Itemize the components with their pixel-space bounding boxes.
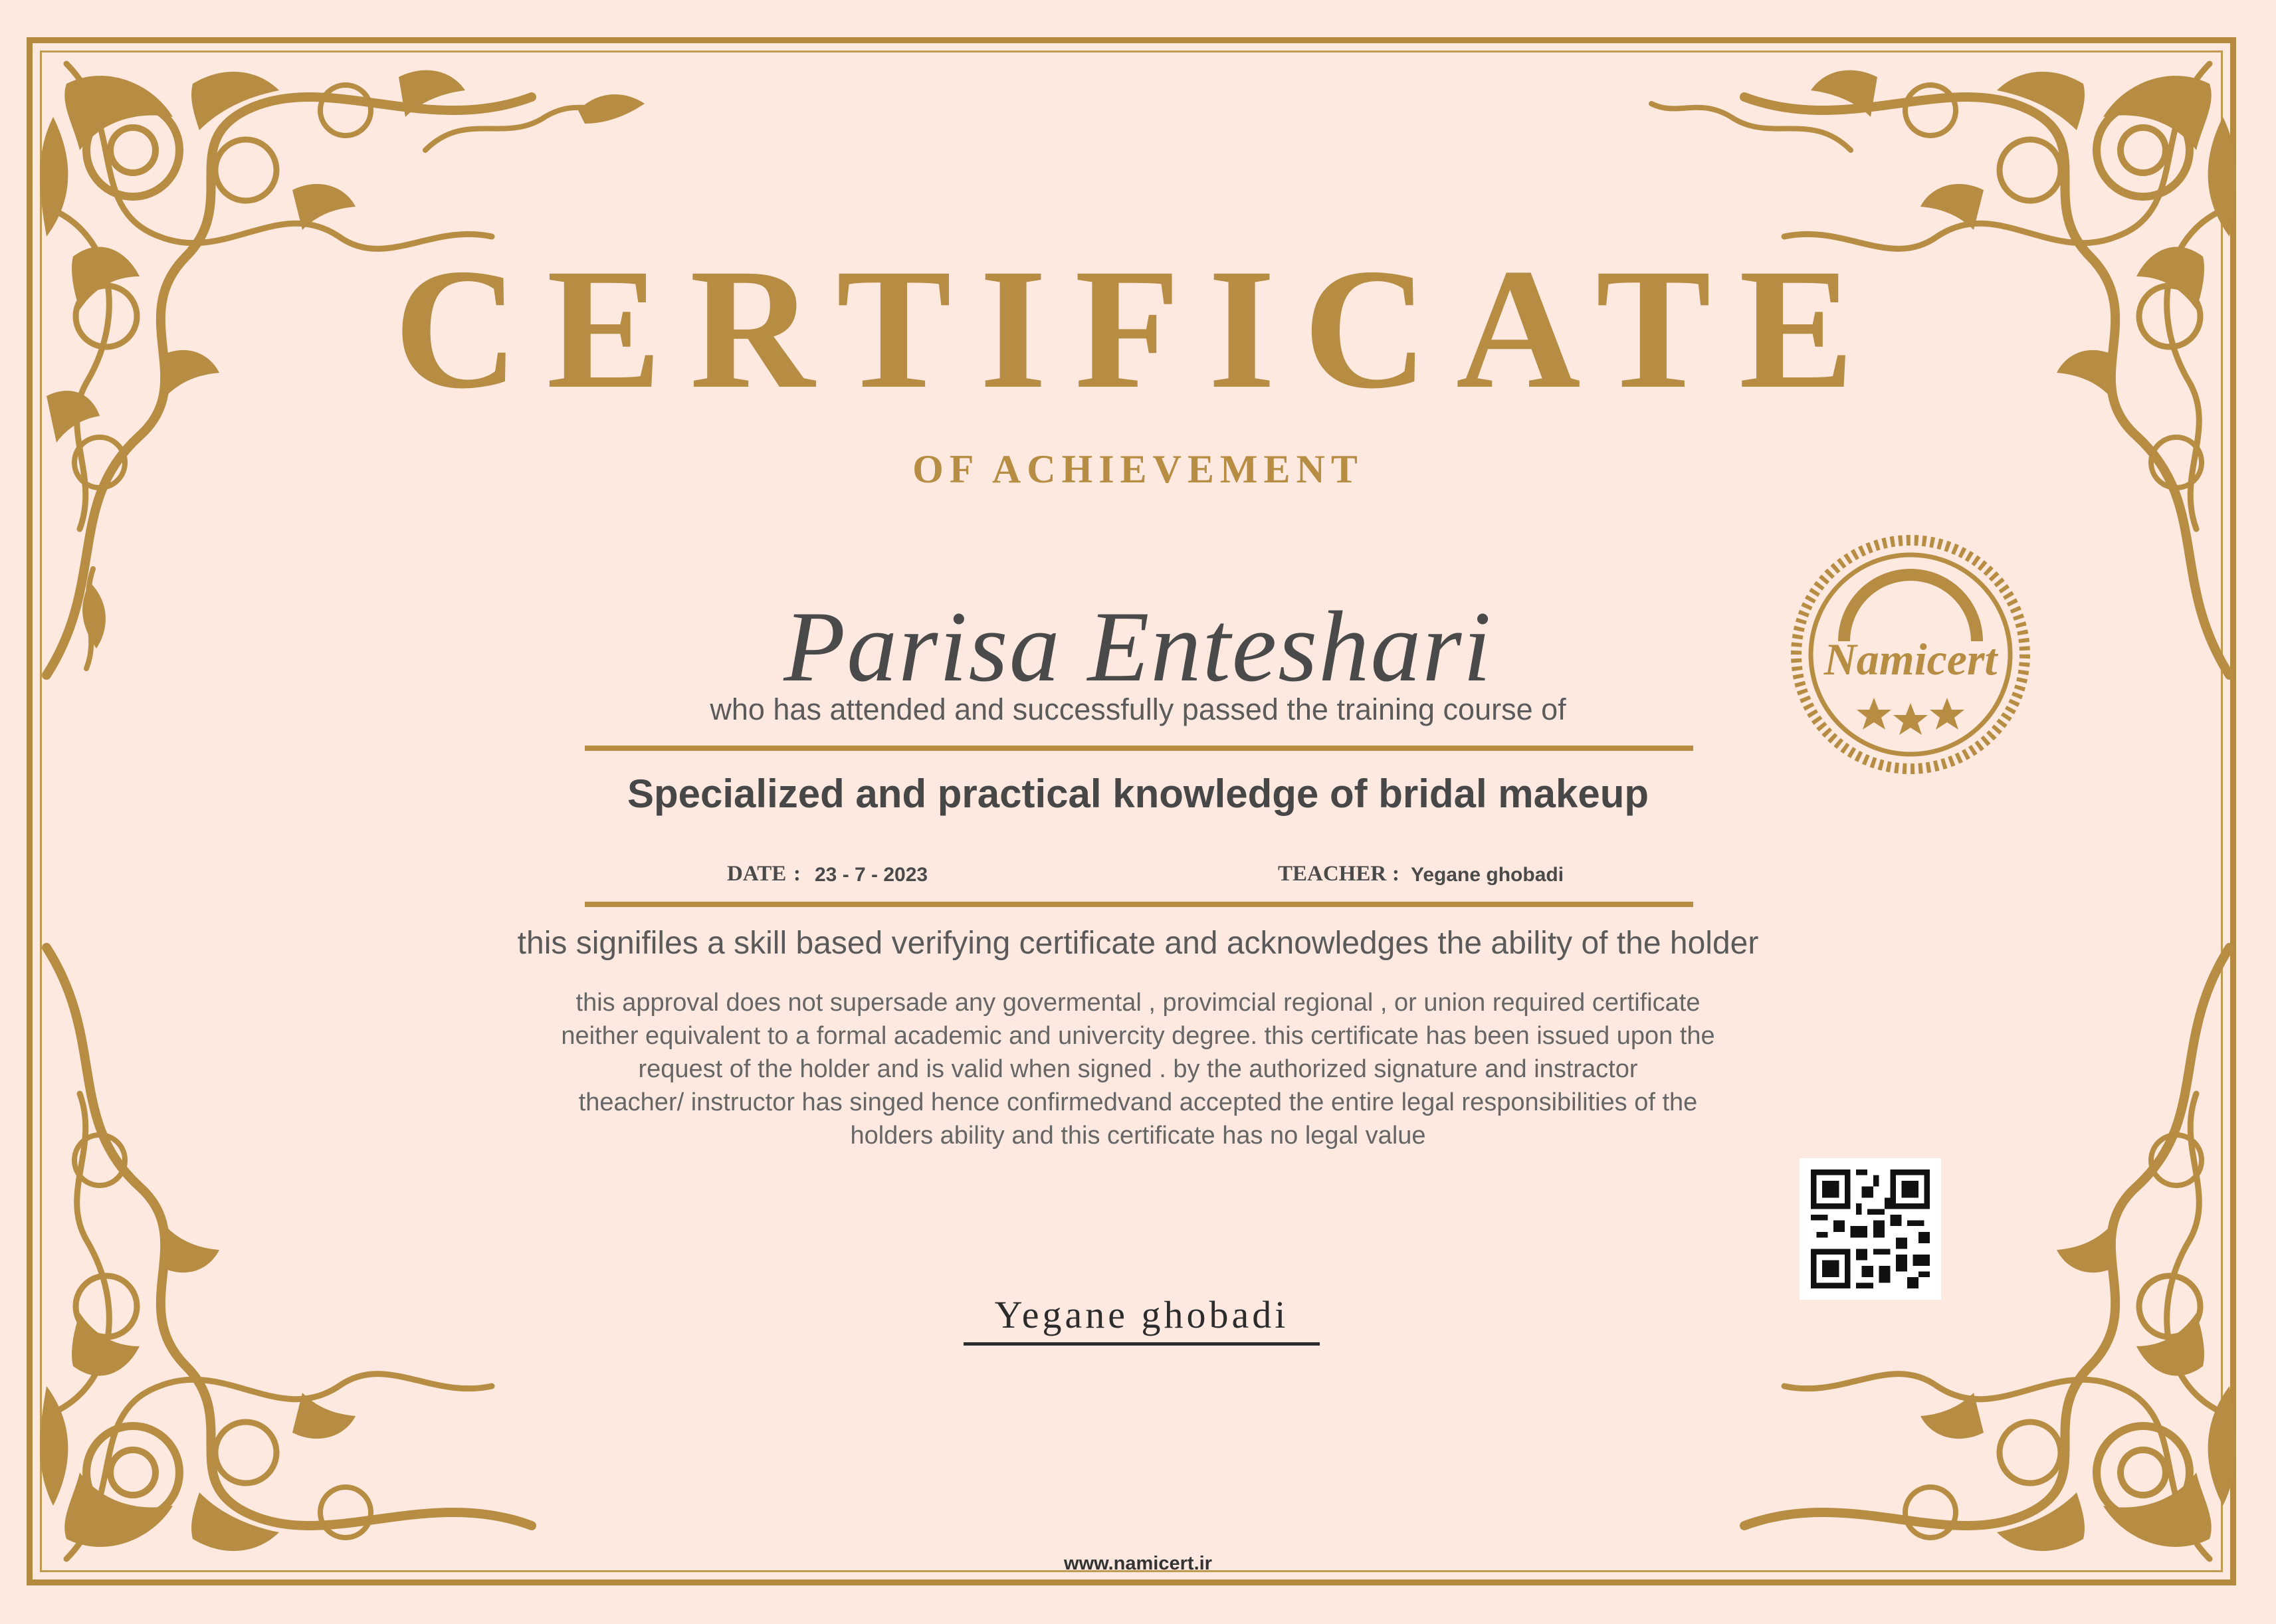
disclaimer-line: theacher/ instructor has singed hence confirmedvand accepted the entire legal responsibilities of the	[578, 1088, 1698, 1116]
disclaimer-line: holders ability and this certificate has no legal value	[850, 1122, 1426, 1150]
date-separator: :	[793, 862, 801, 886]
divider-bottom	[585, 902, 1693, 907]
attended-statement: who has attended and successfully passed the training course of	[710, 692, 1566, 726]
qr-code	[1800, 1158, 1941, 1300]
disclaimer-line: this approval does not supersade any govermental , provimcial regional , or union required certificate	[575, 989, 1701, 1017]
teacher-value: Yegane ghobadi	[1411, 864, 1564, 886]
certificate-title: CERTIFICATE	[393, 233, 1883, 425]
divider-top	[585, 746, 1693, 751]
website-link[interactable]: www.namicert.ir	[1064, 1553, 1212, 1574]
teacher-label: TEACHER	[1278, 862, 1387, 886]
seal-brand: Namicert	[1823, 634, 1998, 684]
course-name: Specialized and practical knowledge of bridal makeup	[627, 771, 1649, 816]
certificate-subtitle: OF ACHIEVEMENT	[912, 447, 1364, 491]
signature-name: Yegane ghobadi	[994, 1293, 1289, 1336]
recipient-name: Parisa Enteshari	[783, 591, 1493, 702]
date-label: DATE	[727, 862, 787, 886]
namicert-seal	[1788, 532, 2033, 777]
teacher-separator: :	[1392, 862, 1399, 886]
signifies-statement: this signifiles a skill based verifying certificate and acknowledges the ability of the holder	[517, 926, 1759, 961]
date-value: 23 - 7 - 2023	[815, 864, 928, 886]
disclaimer-text	[518, 986, 1758, 1152]
disclaimer-line: neither equivalent to a formal academic and univercity degree. this certificate has been issued upon the	[561, 1022, 1715, 1050]
star-icon	[1857, 698, 1964, 735]
signature-line	[964, 1342, 1320, 1346]
disclaimer-line: request of the holder and is valid when signed . by the authorized signature and instractor	[638, 1055, 1638, 1083]
